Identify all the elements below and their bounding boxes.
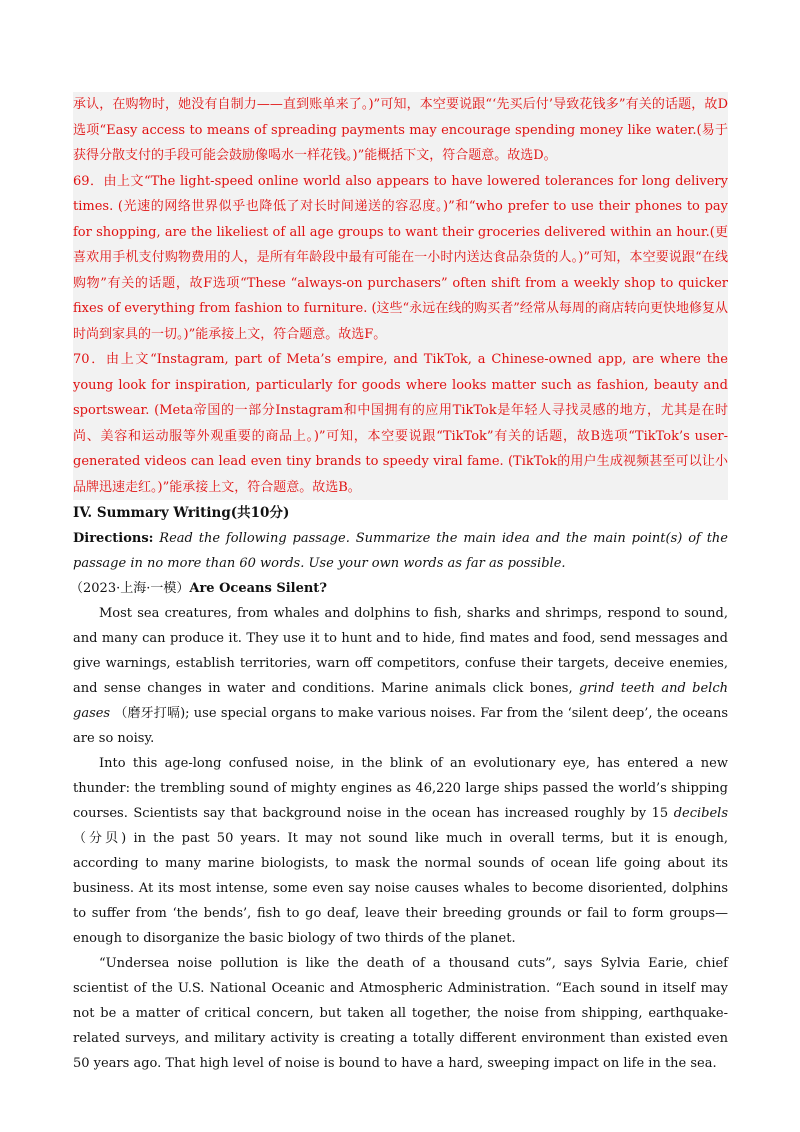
paragraph-1-text: Most sea creatures, from whales and dolphins to fish, sharks and shrimps, respond to sound, and many can produce it. They use it to hunt and to hide, find mates and food, send messages and give warnings, establish territories, warn off competitors, confuse their targets, deceive enemies, and sense changes in water and conditions. Marine animals click bones, xyxy=(73,606,728,696)
directions-text: Read the following passage. Summarize the main idea and the main point(s) of the passage in no more than 60 words. Use your own words as far as possible. xyxy=(73,531,728,571)
answer-70-explanation: 70．由上文“Instagram, part of Meta’s empire, and TikTok, a Chinese-owned app, are where the young look for inspiration, particularly for goods where looks matter such as fashion, beauty and sportswear. (Meta帝国的一部分Instagram和中国拥有的应用TikTok是年轻人寻找灵感的地方，尤其是在时尚、美容和运动服等外观重要的商品上。)”可知，本空要说跟“TikTok”有关的话题，故B选项“TikTok’s user-generated videos can lead even tiny brands to speedy viral fame. (TikTok的用户生成视频甚至可以让小品牌迅速走红。)”能承接上文，符合题意。故选B。 xyxy=(73,352,728,495)
answer-68-explanation: 承认，在购物时，她没有自制力——直到账单来了。)”可知，本空要说跟“‘先买后付’导致花钱多”有关的话题，故D选项“Easy access to means of spreading payments may encourage spending money like water.(易于获得分散支付的手段可能会鼓励像喝水一样花钱。)”能概括下文，符合题意。故选D。 xyxy=(73,97,728,163)
passage-paragraph-1 xyxy=(73,601,728,751)
paragraph-2-text: Into this age-long confused noise, in the blink of an evolutionary eye, has entered a new thunder: the trembling sound of mighty engines as 46,220 large ships passed the world’s shipping courses. Scientists say that background noise in the ocean has increased roughly by 15 xyxy=(73,756,728,821)
answer-69-explanation: 69．由上文“The light-speed online world also appears to have lowered tolerances for long delivery times. (光速的网络世界似乎也降低了对长时间递送的容忍度。)”和“who prefer to use their phones to pay for shopping, are the likeliest of all age groups to want their groceries delivered within an hour.(更喜欢用手机支付购物费用的人，是所有年龄段中最有可能在一小时内送达食品杂货的人。)”可知，本空要说跟“在线购物”有关的话题，故F选项“These “always-on purchasers” often shift from a weekly shop to quicker fixes of everything from fashion to furniture. (这些“永远在线的购买者”经常从每周的商店转向更快地修复从时尚到家具的一切。)”能承接上文，符合题意。故选F。 xyxy=(73,173,728,342)
passage-source: （2023·上海·一模） xyxy=(70,581,190,596)
passage-title: Are Oceans Silent? xyxy=(189,581,327,596)
passage-paragraph-3: “Undersea noise pollution is like the death of a thousand cuts”, says Sylvia Earie, chief scientist of the U.S. National Oceanic and Atmospheric Administration. “Each sound in itself may not be a matter of critical concern, but taken all together, the noise from shipping, earthquake-related surveys, and military activity is creating a totally different environment than existed even 50 years ago. That high level of noise is bound to have a hard, sweeping impact on life in the sea. xyxy=(73,956,728,1071)
passage-paragraph-2 xyxy=(73,751,728,951)
directions-label: Directions: xyxy=(73,531,154,546)
section-heading: IV. Summary Writing(共10分) xyxy=(73,505,290,521)
paragraph-1-text-end: （磨牙打嗝); use special organs to make various noises. Far from the ‘silent deep’, the oceans are so noisy. xyxy=(73,706,728,746)
directions xyxy=(73,526,728,576)
summary-writing-section xyxy=(70,501,728,1076)
paragraph-2-text-end: （分贝) in the past 50 years. It may not sound like much in overall terms, but it is enough, according to many marine biologists, to mask the normal sounds of ocean life going about its business. At its most intense, some even say noise causes whales to become disoriented, dolphins to suffer from ‘the bends’, fish to go deaf, leave their breeding grounds or fail to form groups—enough to disorganize the basic biology of two thirds of the planet. xyxy=(73,831,728,946)
page xyxy=(70,92,728,1076)
paragraph-1-italic: grind teeth and belch gases xyxy=(73,681,728,721)
passage-source-line xyxy=(70,576,728,601)
answer-explanations xyxy=(73,92,728,500)
paragraph-2-italic: decibels xyxy=(673,806,728,821)
